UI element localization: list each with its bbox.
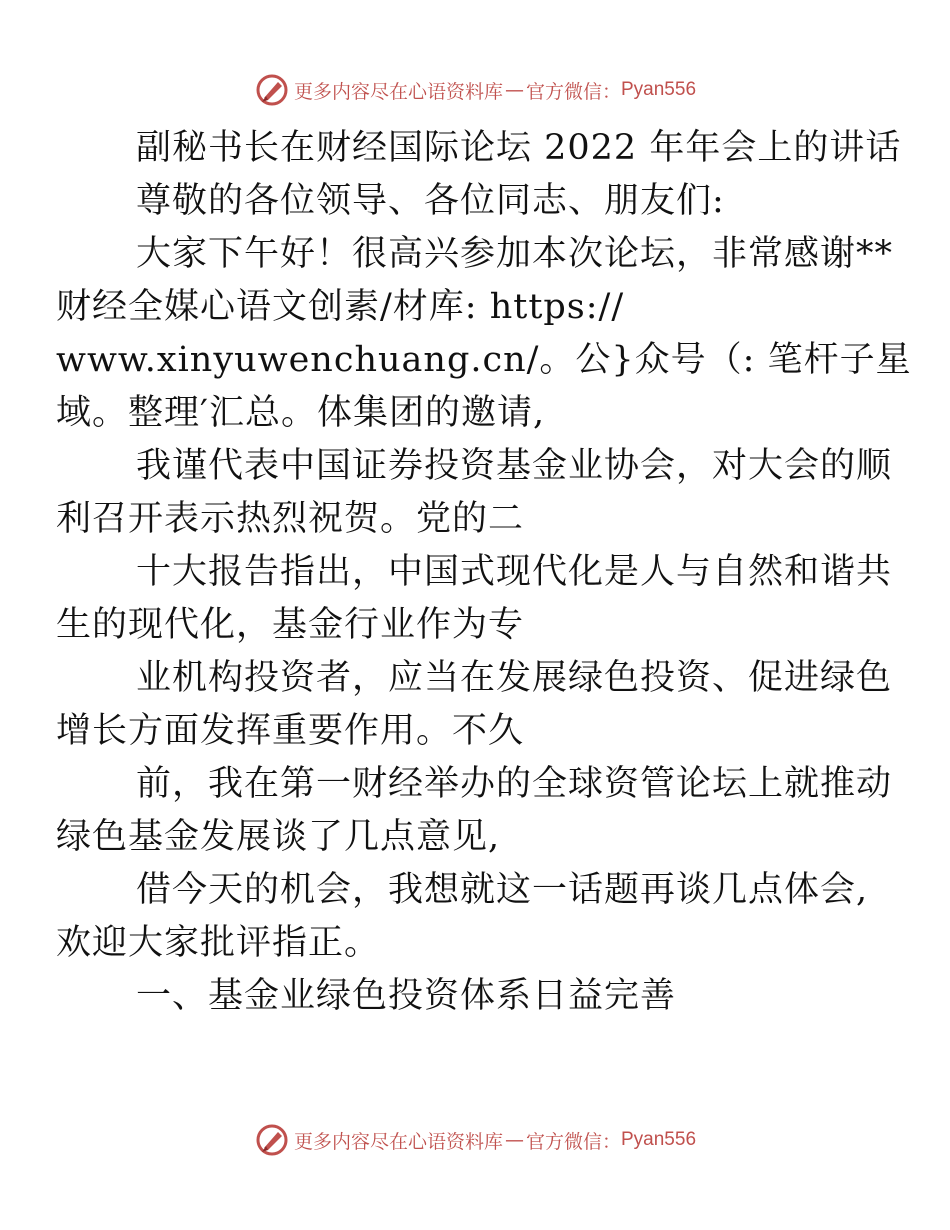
pen-nib-logo-icon xyxy=(254,1122,290,1158)
text-line: www.xinyuwenchuang.cn/。公}众号（: 笔杆子星 xyxy=(56,340,912,380)
text-line: 尊敬的各位领导、各位同志、朋友们: xyxy=(136,181,725,221)
banner-wechat-id: Pyan556 xyxy=(621,1129,697,1150)
banner-official-label: 官方微信： xyxy=(525,80,621,103)
text-line: 欢迎大家批评指正。 xyxy=(56,923,381,963)
section-heading xyxy=(96,970,856,1023)
text-line: 域。整理′汇总。体集团的邀请, xyxy=(56,393,546,433)
text-line: 业机构投资者，应当在发展绿色投资、促进绿色 xyxy=(136,658,893,698)
text-line: 大家下午好！很高兴参加本次论坛，非常感谢** xyxy=(136,234,894,274)
text-line: 借今天的机会，我想就这一话题再谈几点体会, xyxy=(136,870,869,910)
body-paragraph xyxy=(56,228,912,440)
text-line: 生的现代化，基金行业作为专 xyxy=(56,605,525,645)
banner-brand-text: 更多内容尽在心语资料库 xyxy=(293,80,503,103)
pen-nib-logo-icon xyxy=(254,72,290,108)
banner-wechat-id: Pyan556 xyxy=(621,79,697,100)
text-line: 副秘书长在财经国际论坛 2022 年年会上的讲话 xyxy=(136,128,902,168)
body-paragraph xyxy=(56,440,893,546)
text-line: 增长方面发挥重要作用。不久 xyxy=(56,711,525,751)
speech-title xyxy=(96,122,902,175)
banner-separator: — xyxy=(504,79,524,101)
document-body xyxy=(56,122,912,1023)
text-line: 前，我在第一财经举办的全球资管论坛上就推动 xyxy=(136,764,893,804)
text-line: 一、基金业绿色投资体系日益完善 xyxy=(136,976,677,1016)
banner-official-label: 官方微信： xyxy=(525,1130,621,1153)
banner-separator: — xyxy=(504,1129,524,1151)
text-line: 我谨代表中国证券投资基金业协会，对大会的顺 xyxy=(136,446,893,486)
body-paragraph xyxy=(56,652,893,758)
body-paragraph xyxy=(56,546,893,652)
body-paragraph xyxy=(56,864,869,970)
banner-brand-text: 更多内容尽在心语资料库 xyxy=(293,1130,503,1153)
greeting-paragraph xyxy=(96,175,856,228)
text-line: 财经全媒心语文创素/材库: https:// xyxy=(56,287,625,327)
text-line: 绿色基金发展谈了几点意见, xyxy=(56,817,501,857)
text-line: 十大报告指出，中国式现代化是人与自然和谐共 xyxy=(136,552,893,592)
body-paragraph xyxy=(56,758,893,864)
footer-watermark-banner xyxy=(0,1120,950,1160)
header-watermark-banner xyxy=(0,70,950,110)
text-line: 利召开表示热烈祝贺。党的二 xyxy=(56,499,525,539)
